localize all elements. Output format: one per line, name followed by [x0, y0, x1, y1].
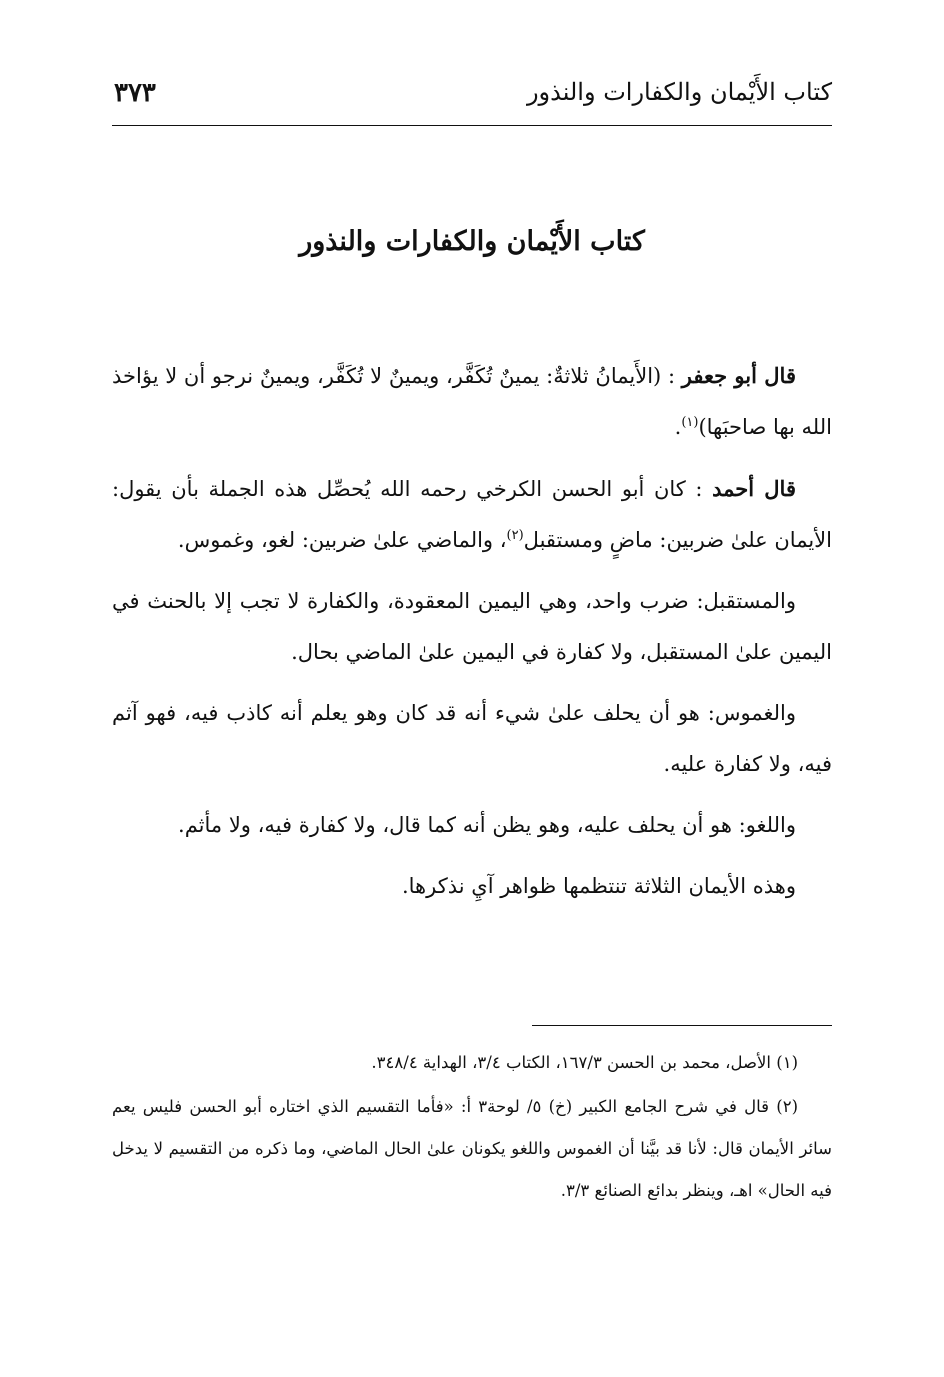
- main-text: [112, 350, 832, 922]
- running-header-title: كتاب الأَيْمان والكفارات والنذور: [526, 78, 832, 106]
- speaker-label: قال أحمد: [712, 476, 796, 501]
- paragraph-text: : (الأَيمانُ ثلاثةٌ: يمينٌ تُكَفَّر، ويمينٌ لا تُكَفَّر، ويمينٌ نرجو أن لا يؤاخذ الله بها صاحبَها): [112, 364, 832, 439]
- footnote-ref-2: (٢): [506, 528, 524, 543]
- footnote-2: (٢) قال في شرح الجامع الكبير (خ) ٥/ لوحة٣ أ: «فأما التقسيم الذي اختاره أبو الحسن فليس يعم سائر الأيمان قال: لأنا قد بيَّنا أن الغموس واللغو يكونان علىٰ الحال الماضي، وما ذكره من التقسيم لا يدخل فيه الحال» اهـ، وينظر بدائع الصنائع ٣/٣.: [112, 1097, 832, 1200]
- paragraph-text: : كان أبو الحسن الكرخي رحمه الله يُحصِّل هذه الجملة بأن يقول: الأيمان علىٰ ضربين: ماضٍ ومستقبل: [112, 477, 832, 552]
- footnotes: [112, 1042, 832, 1214]
- footnote-rule: [532, 1025, 832, 1026]
- page-number: ٣٧٣: [114, 78, 156, 108]
- paragraph-end: .: [674, 415, 682, 439]
- paragraph-3: والمستقبل: ضرب واحد، وهي اليمين المعقودة، والكفارة لا تجب إلا بالحنث في اليمين علىٰ المستقبل، ولا كفارة في اليمين علىٰ الماضي بحال.: [112, 589, 832, 664]
- paragraph-6: وهذه الأيمان الثلاثة تنتظمها ظواهر آيِ نذكرها.: [401, 874, 796, 898]
- paragraph-4: والغموس: هو أن يحلف علىٰ شيء أنه قد كان وهو يعلم أنه كاذب فيه، فهو آثم فيه، ولا كفارة عليه.: [112, 701, 832, 776]
- speaker-label: قال أبو جعفر: [681, 363, 796, 388]
- footnote-ref-1: (١): [681, 415, 699, 430]
- footnote-1: (١) الأصل، محمد بن الحسن ١٦٧/٣، الكتاب ٣/٤، الهداية ٣٤٨/٤.: [371, 1053, 798, 1072]
- paragraph-2: [112, 463, 832, 566]
- header-rule: [112, 125, 832, 126]
- paragraph-1: [112, 350, 832, 453]
- paragraph-5: واللغو: هو أن يحلف عليه، وهو يظن أنه كما قال، ولا كفارة فيه، ولا مأثم.: [178, 813, 796, 837]
- paragraph-text-cont: ، والماضي علىٰ ضربين: لغو، وغموس.: [177, 528, 507, 552]
- chapter-title: كتاب الأَيْمان والكفارات والنذور: [299, 226, 645, 257]
